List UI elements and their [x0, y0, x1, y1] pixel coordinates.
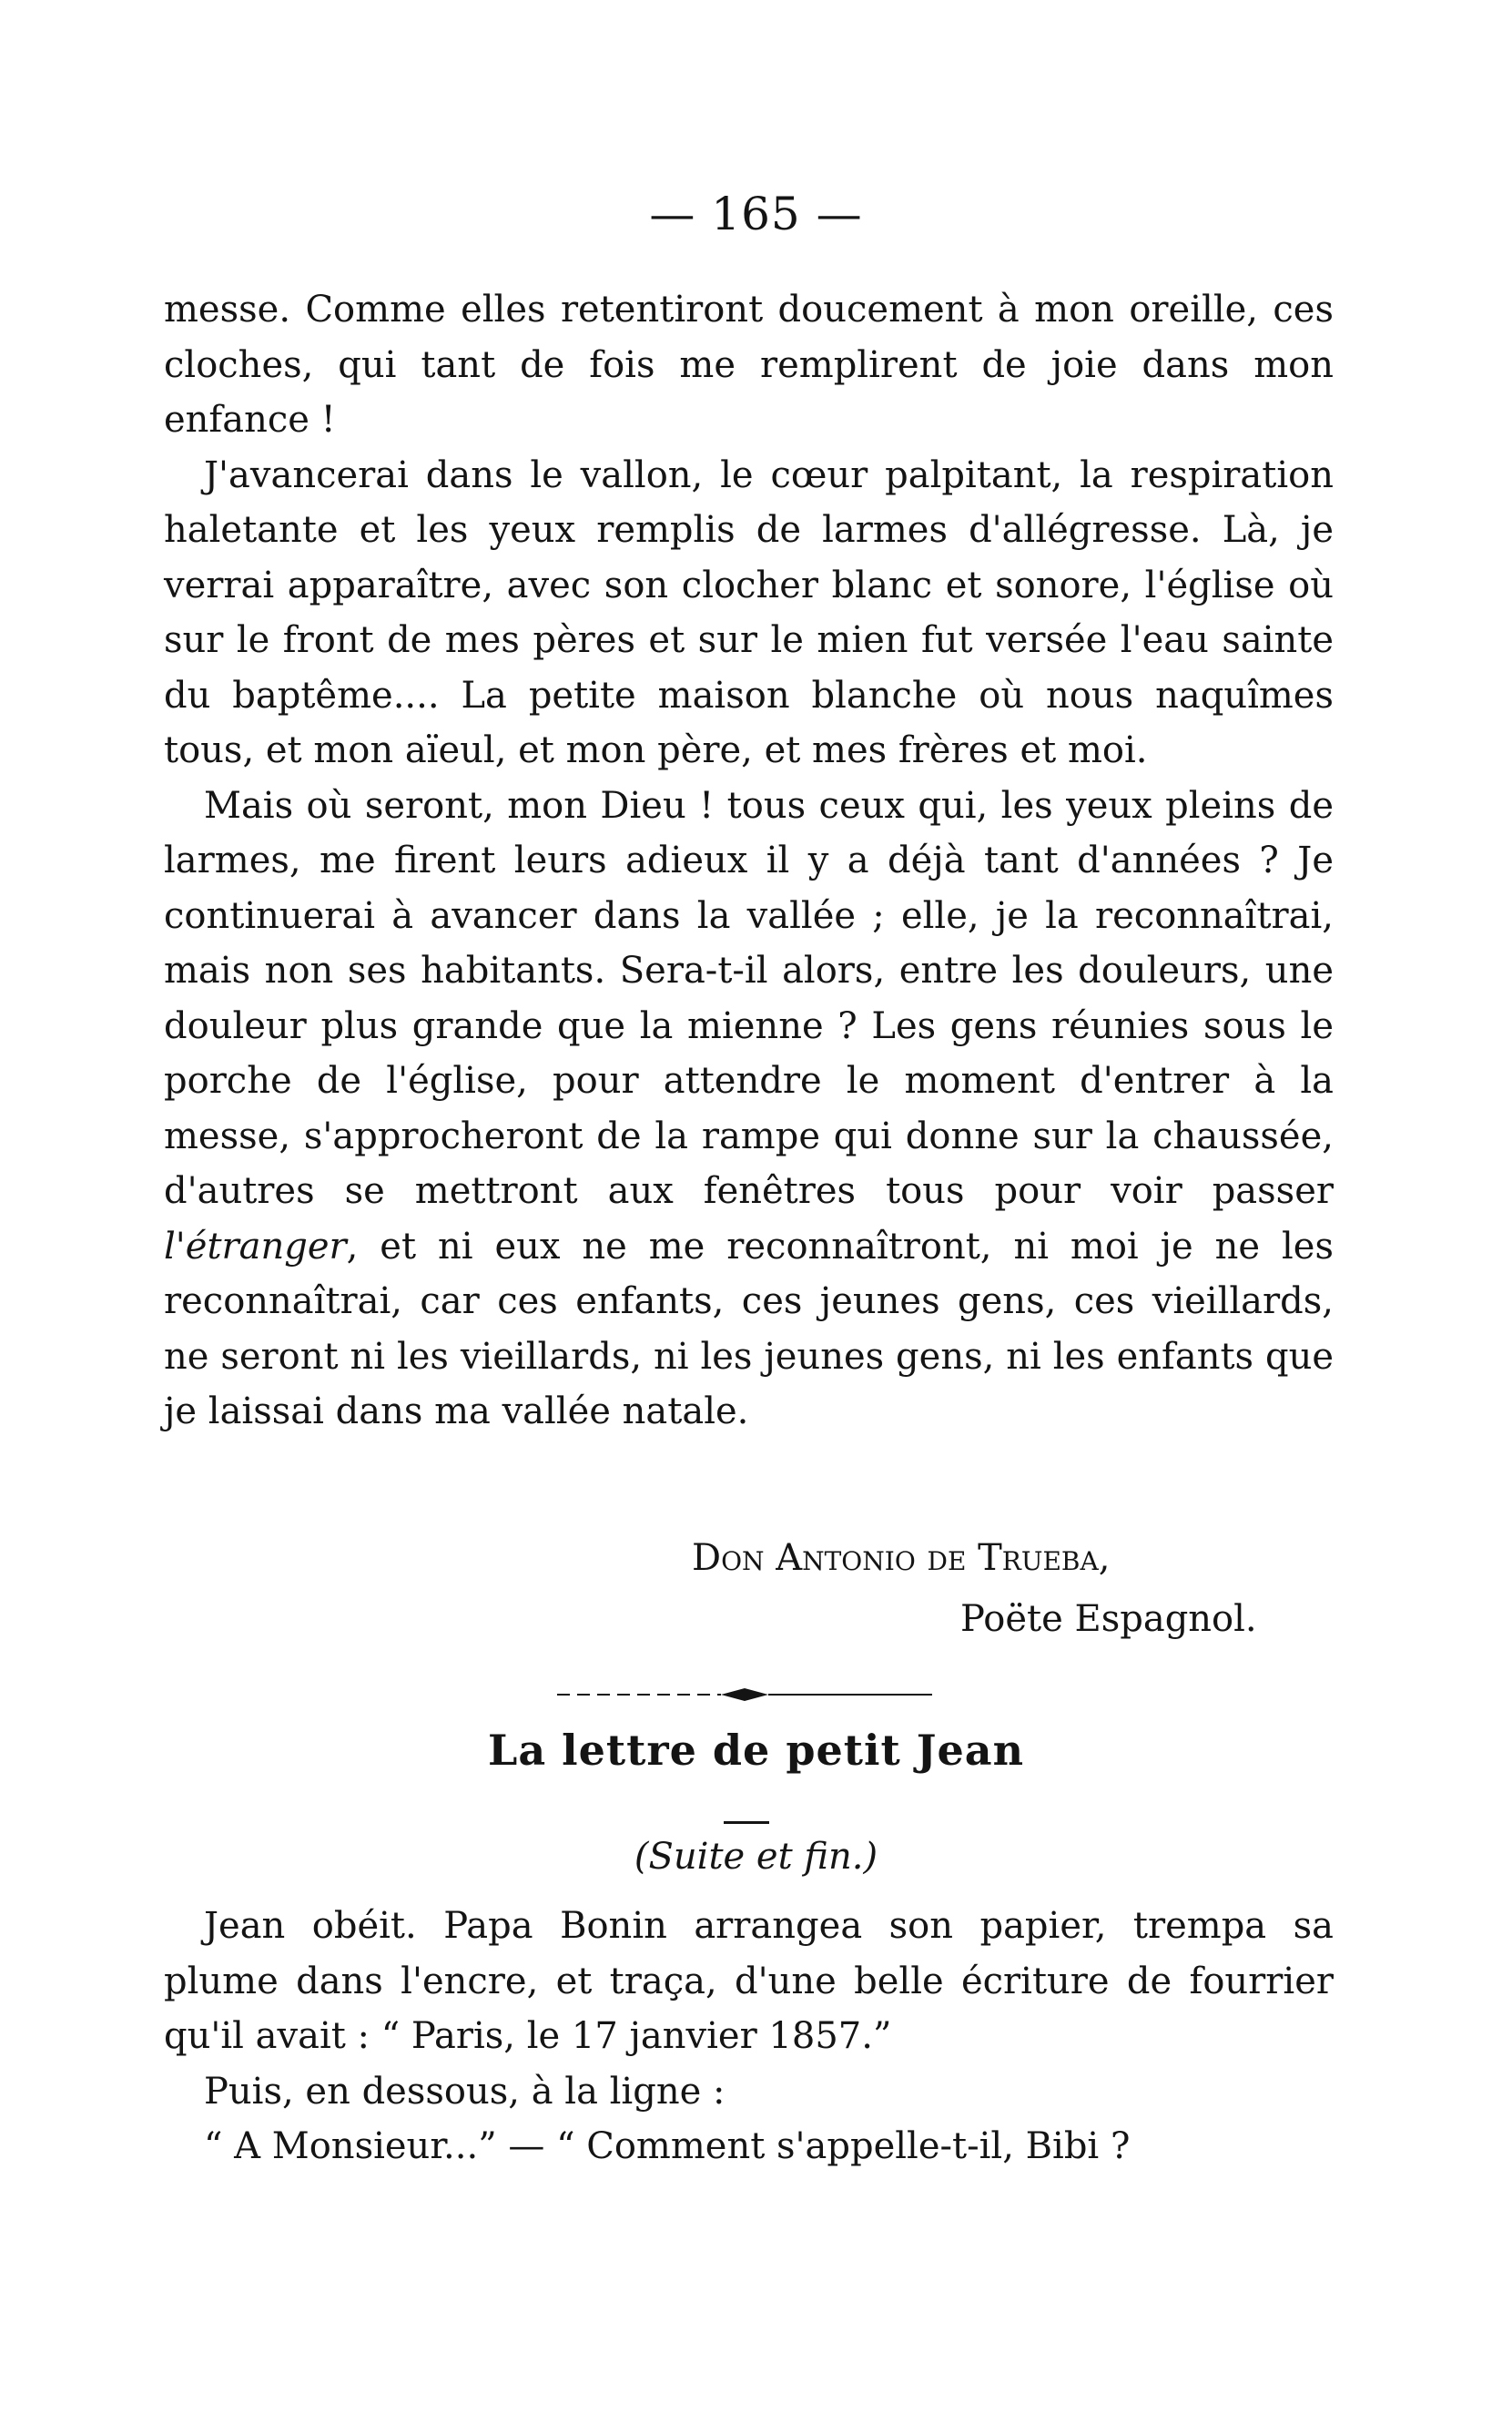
essay-italic-word: l'étranger: [164, 1225, 347, 1268]
section-divider-ornament: [557, 1686, 932, 1704]
story-text: [164, 1899, 1334, 2174]
signature-title: Poëte Espagnol.: [960, 1598, 1257, 1640]
story-paragraph-1: Jean obéit. Papa Bonin arrangea son papier, trempa sa plume dans l'encre, et traça, d'une belle écriture de fourrier qu'il avait : “ Paris, le 17 janvier 1857.”: [164, 1905, 1334, 2057]
essay-paragraph-3: [164, 779, 1334, 1440]
essay-paragraph-1: messe. Comme elles retentiront doucement à mon oreille, ces cloches, qui tant de fois me remplirent de joie dans mon enfance !: [164, 289, 1334, 441]
signature-name-text: Don Antonio de Trueba,: [692, 1537, 1111, 1579]
story-paragraph-3: “ A Monsieur...” — “ Comment s'appelle-t-il, Bibi ?: [204, 2125, 1131, 2167]
page-number: — 165 —: [649, 188, 863, 240]
essay-paragraph-3-part-1: Mais où seront, mon Dieu ! tous ceux qui, les yeux pleins de larmes, me firent leurs adieux il y a déjà tant d'années ? Je continuerai à avancer dans la vallée ; elle, je la reconnaîtrai, mais non ses habitants. Sera-t-il alors, entre les douleurs, une douleur plus grande que la mienne ? Les gens réunies sous le porche de l'église, pour attendre le moment d'entrer à la messe, s'approcheront de la rampe qui donne sur la chaussée, d'autres se mettront aux fenêtres tous pour voir passer: [164, 784, 1334, 1212]
essay-text: [164, 282, 1334, 1440]
essay-paragraph-3-part-2: , et ni eux ne me reconnaîtront, ni moi je ne les reconnaîtrai, car ces enfants, ces jeunes gens, ces vieillards, ne seront ni les vieillards, ni les jeunes gens, ni les enfants que je laissai dans ma vallée natale.: [164, 1225, 1334, 1432]
section-subtitle: (Suite et fin.): [634, 1836, 878, 1878]
section-heading: La lettre de petit Jean: [487, 1726, 1025, 1775]
heading-rule: [724, 1821, 769, 1824]
story-paragraph-2: Puis, en dessous, à la ligne :: [204, 2070, 726, 2113]
signature-name: [692, 1537, 1110, 1579]
essay-paragraph-2: J'avancerai dans le vallon, le cœur palpitant, la respiration haletante et les yeux remplis de larmes d'allégresse. Là, je verrai apparaître, avec son clocher blanc et sonore, l'église où sur le front de mes pères et sur le mien fut versée l'eau sainte du baptême.... La petite maison blanche où nous naquîmes tous, et mon aïeul, et mon père, et mes frères et moi.: [164, 453, 1334, 771]
